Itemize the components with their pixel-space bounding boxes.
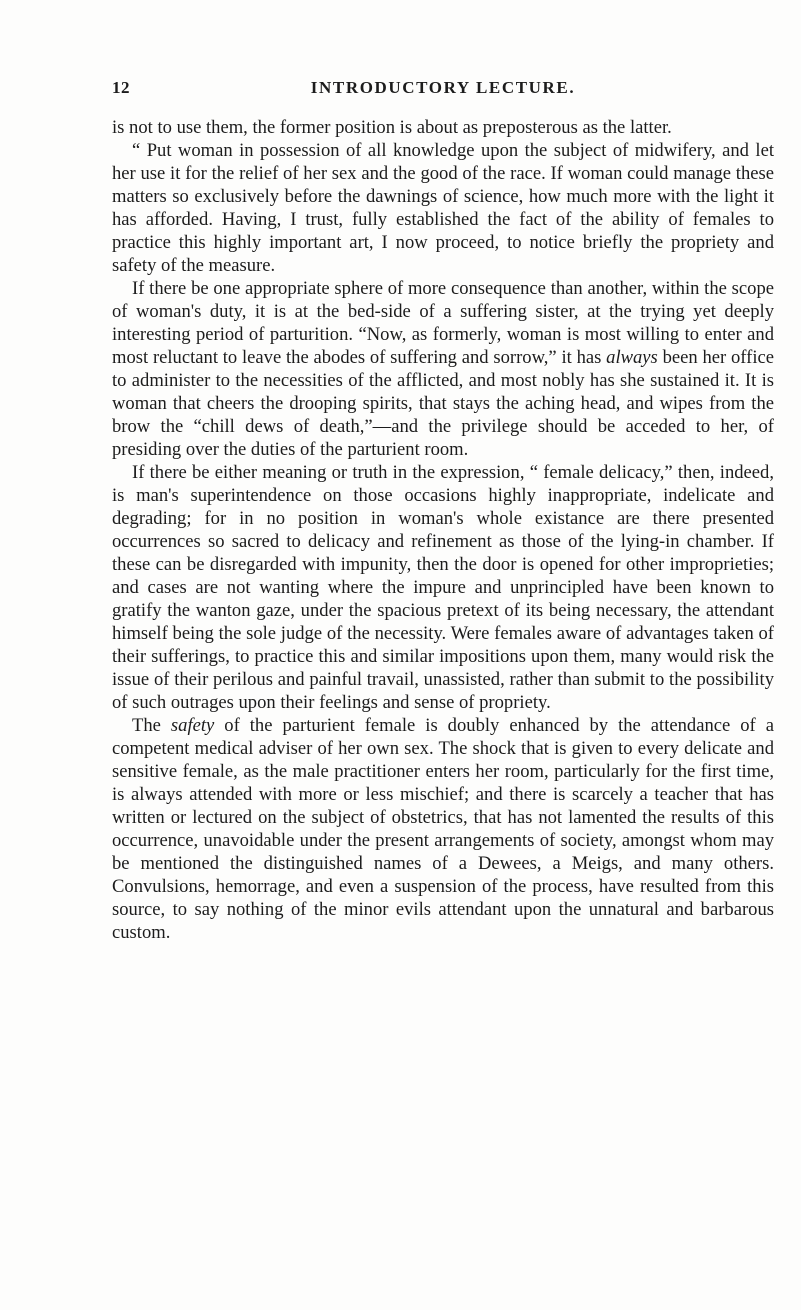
paragraph-delicacy: If there be either meaning or truth in the expression, “ female delicacy,” then, indeed, is man's superintendence on those occasions highly inappropriate, indelicate and degrading; for in no position in woman's whole existance are there presented occurrences so sacred to delicacy and refinement as those of the lying-in chamber. If these can be disregarded with impunity, then the door is opened for other improprieties; and cases are not wanting where the impure and unprincipled have been known to gratify the wanton gaze, under the spacious pretext of its being necessary, the attendant himself being the sole judge of the necessity. Were females aware of advantages taken of their sufferings, to practice this and similar impositions upon them, many would risk the issue of their perilous and painful travail, unassisted, rather than submit to the possibility of such outrages upon their feelings and sense of propriety. [112, 462, 774, 713]
running-head: INTRODUCTORY LECTURE. [310, 78, 576, 97]
body-text [112, 116, 774, 944]
paragraph-quote: “ Put woman in possession of all knowledge upon the subject of midwifery, and let her use it for the relief of her sex and the good of the race. If woman could manage these matters so exclusively before the dawnings of science, how much more with the light it has afforded. Having, I trust, fully established the fact of the ability of females to practice this highly important art, I now proceed, to notice briefly the propriety and safety of the measure. [112, 140, 774, 276]
emphasis-safety: safety [170, 715, 215, 736]
paragraph-sphere [112, 277, 774, 461]
emphasis-always: always [606, 347, 658, 368]
paragraph-continued: is not to use them, the former position is about as preposterous as the latter. [112, 117, 672, 138]
paragraph-sphere-text-b: been her office to administer to the necessities of the afflicted, and most nobly has she sustained it. It is woman that cheers the drooping spirits, that stays the aching head, and wipes from the brow the “chill dews of death,”—and the privilege should be acceded to her, of presiding over the duties of the parturient room. [112, 347, 774, 460]
page-number: 12 [112, 78, 130, 97]
paragraph-safety-text-a: The [132, 715, 171, 736]
paragraph-safety-text-b: of the parturient female is doubly enhanced by the attendance of a competent medical adviser of her own sex. The shock that is given to every delicate and sensitive female, as the male practitioner enters her room, particularly for the first time, is always attended with more or less mischief; and there is scarcely a teacher that has written or lectured on the subject of obstetrics, that has not lamented the results of this occurrence, unavoidable under the present arrangements of society, amongst whom may be mentioned the distinguished names of a Dewees, a Meigs, and many others. Convulsions, hemorrage, and even a suspension of the process, have resulted from this source, to say nothing of the minor evils attendant upon the unnatural and barbarous custom. [112, 715, 774, 943]
paragraph-sphere-text-a: If there be one appropriate sphere of more consequence than another, within the scope of woman's duty, it is at the bed-side of a suffering sister, at the trying yet deeply interesting period of parturition. “Now, as formerly, woman is most willing to enter and most reluctant to leave the abodes of suffering and sorrow,” it has [112, 278, 774, 368]
page-header [112, 78, 774, 108]
paragraph-safety [112, 714, 774, 944]
